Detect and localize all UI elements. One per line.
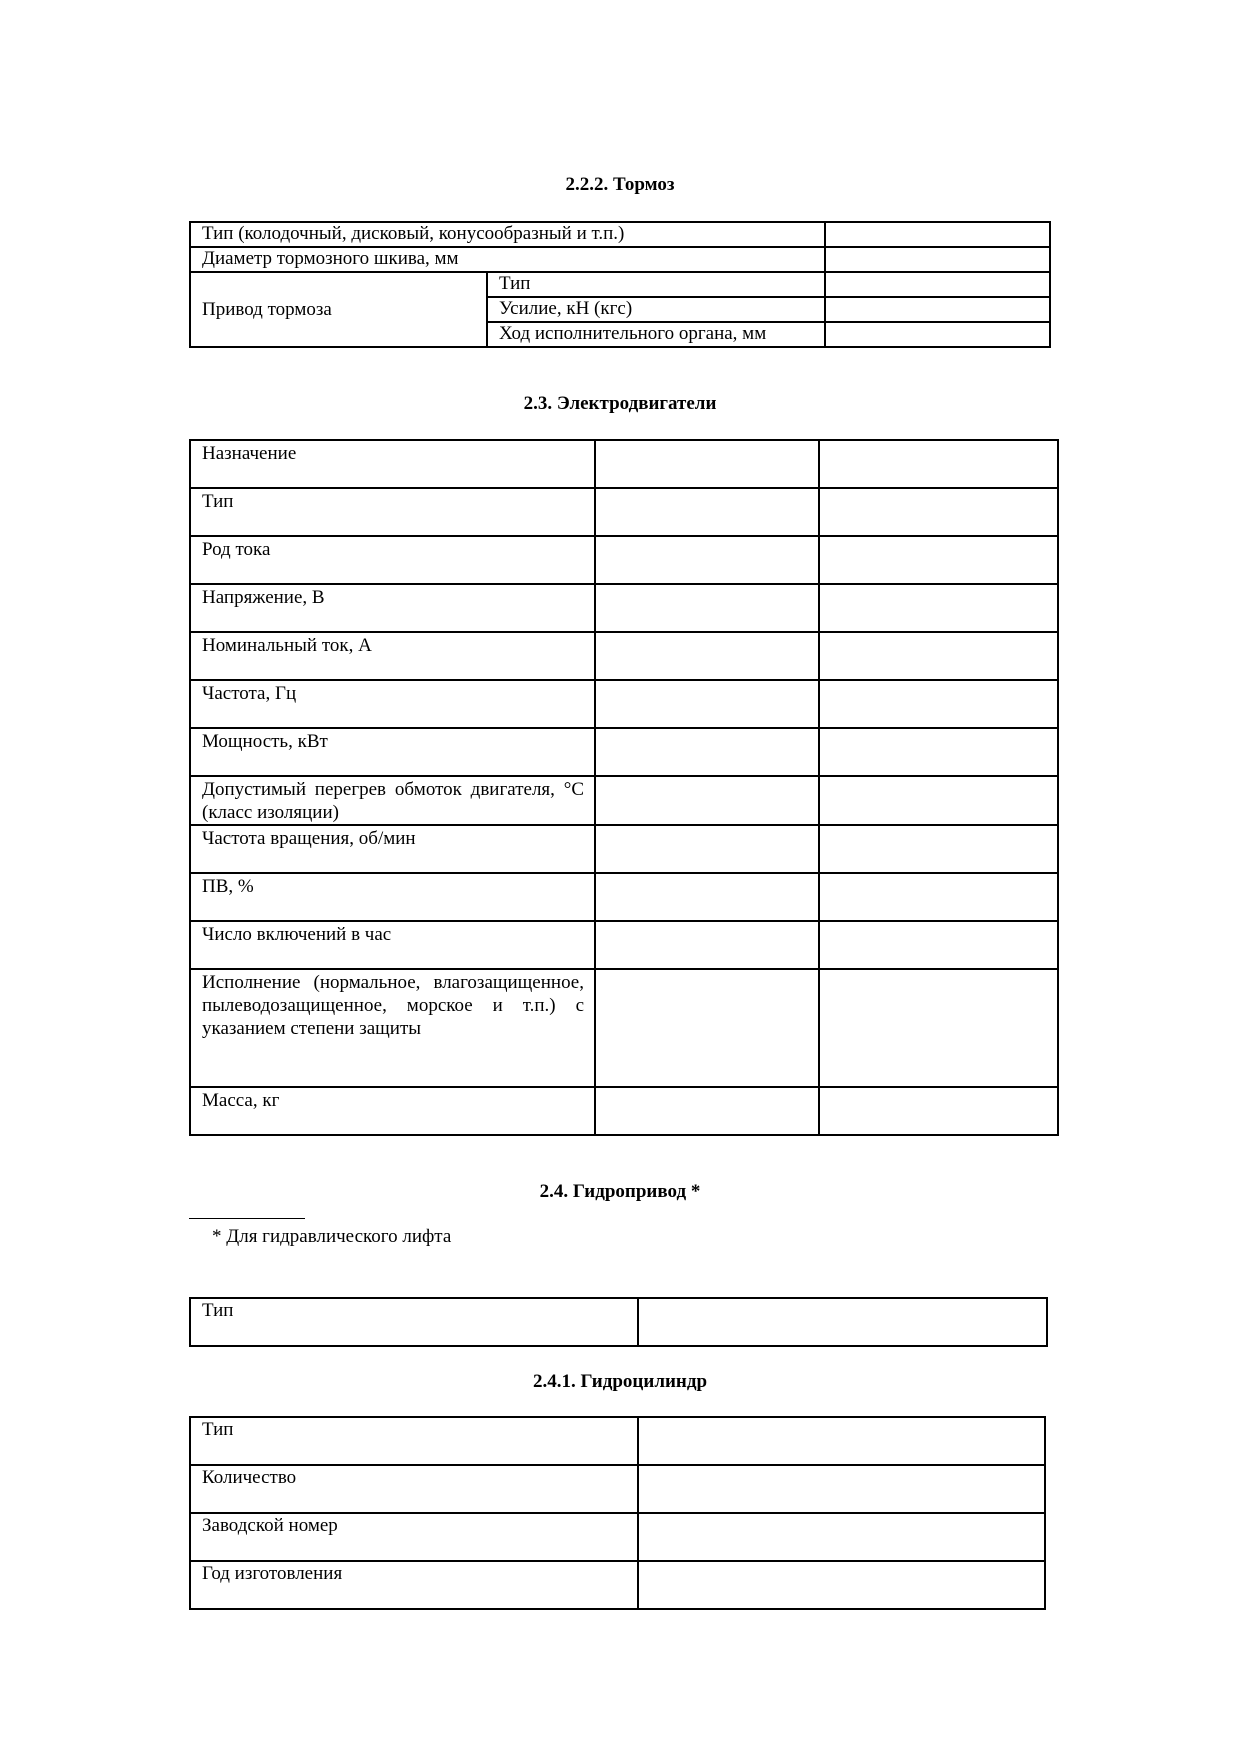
cylinder-row-label: Тип: [190, 1417, 638, 1465]
brake-drive-force-value[interactable]: [825, 297, 1050, 322]
motor-value-cell[interactable]: [595, 440, 819, 488]
motor-value-cell[interactable]: [819, 1087, 1058, 1135]
motor-row-label: ПВ, %: [190, 873, 595, 921]
hydraulic-cylinder-heading: 2.4.1. Гидроцилиндр: [532, 1371, 708, 1392]
table-row: [190, 632, 1058, 680]
table-row: [190, 776, 1058, 825]
table-row: [190, 1087, 1058, 1135]
motor-value-cell[interactable]: [819, 728, 1058, 776]
table-row: [190, 440, 1058, 488]
brake-pulley-diameter-value[interactable]: [825, 247, 1050, 272]
motor-row-label: Допустимый перегрев обмоток двигателя, °С (класс изоляции): [190, 776, 595, 825]
table-row: [190, 728, 1058, 776]
motor-value-cell[interactable]: [595, 776, 819, 825]
motor-row-label: Частота вращения, об/мин: [190, 825, 595, 873]
motor-row-label: Номинальный ток, А: [190, 632, 595, 680]
brake-heading: 2.2.2. Тормоз: [565, 174, 675, 195]
motors-heading: 2.3. Электродвигатели: [523, 393, 717, 414]
cylinder-value-cell[interactable]: [638, 1513, 1045, 1561]
brake-drive-stroke-label: Ход исполнительного органа, мм: [487, 322, 825, 347]
hydraulic-cylinder-table: [189, 1416, 1046, 1610]
motor-value-cell[interactable]: [595, 825, 819, 873]
motor-value-cell[interactable]: [595, 728, 819, 776]
motor-value-cell[interactable]: [595, 680, 819, 728]
motor-value-cell[interactable]: [595, 584, 819, 632]
table-row: [190, 825, 1058, 873]
motors-table: [189, 439, 1059, 1136]
motor-value-cell[interactable]: [595, 632, 819, 680]
motor-row-label: Мощность, кВт: [190, 728, 595, 776]
motor-row-label: Исполнение (нормальное, влагозащищенное, пылеводозащищенное, морское и т.п.) с указанием степени защиты: [190, 969, 595, 1087]
motor-value-cell[interactable]: [819, 440, 1058, 488]
motor-value-cell[interactable]: [595, 921, 819, 969]
hydraulic-drive-heading: 2.4. Гидропривод *: [539, 1181, 701, 1202]
cylinder-value-cell[interactable]: [638, 1417, 1045, 1465]
motor-value-cell[interactable]: [595, 1087, 819, 1135]
brake-table: [189, 221, 1051, 348]
cylinder-row-label: Количество: [190, 1465, 638, 1513]
motor-value-cell[interactable]: [819, 488, 1058, 536]
brake-drive-type-value[interactable]: [825, 272, 1050, 297]
motor-row-label: Напряжение, В: [190, 584, 595, 632]
brake-drive-type-label: Тип: [487, 272, 825, 297]
table-row: [190, 222, 1050, 247]
motor-row-label: Масса, кг: [190, 1087, 595, 1135]
table-row: [190, 921, 1058, 969]
table-row: [190, 1465, 1045, 1513]
footnote: * Для гидравлического лифта: [212, 1226, 452, 1247]
motor-value-cell[interactable]: [819, 873, 1058, 921]
motor-value-cell[interactable]: [595, 488, 819, 536]
motor-value-cell[interactable]: [819, 536, 1058, 584]
motor-row-label: Число включений в час: [190, 921, 595, 969]
brake-drive-force-label: Усилие, кН (кгс): [487, 297, 825, 322]
footnote-separator: [189, 1218, 305, 1219]
motor-row-label: Частота, Гц: [190, 680, 595, 728]
table-row: [190, 272, 1050, 297]
motor-value-cell[interactable]: [595, 969, 819, 1087]
hydraulic-drive-table: [189, 1297, 1048, 1347]
brake-drive-stroke-value[interactable]: [825, 322, 1050, 347]
table-row: [190, 1298, 1047, 1346]
motor-value-cell[interactable]: [819, 969, 1058, 1087]
brake-drive-label: Привод тормоза: [190, 272, 487, 347]
motor-row-label: Назначение: [190, 440, 595, 488]
motor-value-cell[interactable]: [819, 825, 1058, 873]
table-row: [190, 969, 1058, 1087]
table-row: [190, 680, 1058, 728]
table-row: [190, 1417, 1045, 1465]
cylinder-value-cell[interactable]: [638, 1561, 1045, 1609]
brake-pulley-diameter-label: Диаметр тормозного шкива, мм: [190, 247, 825, 272]
brake-type-value[interactable]: [825, 222, 1050, 247]
cylinder-row-label: Год изготовления: [190, 1561, 638, 1609]
motor-value-cell[interactable]: [595, 536, 819, 584]
motor-value-cell[interactable]: [595, 873, 819, 921]
motor-value-cell[interactable]: [819, 632, 1058, 680]
hydraulic-drive-type-label: Тип: [190, 1298, 638, 1346]
table-row: [190, 1561, 1045, 1609]
table-row: [190, 873, 1058, 921]
brake-type-label: Тип (колодочный, дисковый, конусообразный и т.п.): [190, 222, 825, 247]
table-row: [190, 536, 1058, 584]
cylinder-value-cell[interactable]: [638, 1465, 1045, 1513]
motor-value-cell[interactable]: [819, 680, 1058, 728]
hydraulic-drive-type-value[interactable]: [638, 1298, 1047, 1346]
table-row: [190, 488, 1058, 536]
table-row: [190, 1513, 1045, 1561]
motor-value-cell[interactable]: [819, 776, 1058, 825]
motor-row-label: Род тока: [190, 536, 595, 584]
motor-value-cell[interactable]: [819, 584, 1058, 632]
table-row: [190, 584, 1058, 632]
table-row: [190, 247, 1050, 272]
motor-row-label: Тип: [190, 488, 595, 536]
motor-value-cell[interactable]: [819, 921, 1058, 969]
cylinder-row-label: Заводской номер: [190, 1513, 638, 1561]
